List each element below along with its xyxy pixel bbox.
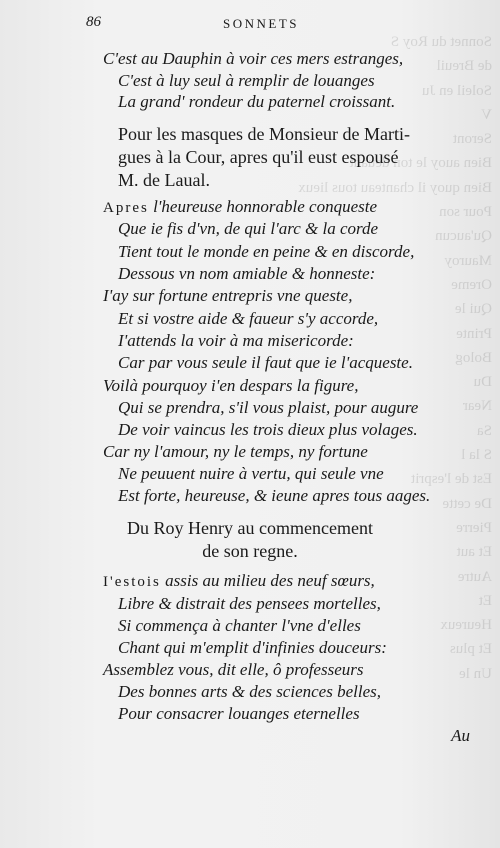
verse-line: Que ie fis d'vn, de qui l'arc & la corde [118,219,379,238]
first-line-rest: assis au milieu des neuf sœurs, [160,571,375,590]
verse-line: C'est au Dauphin à voir ces mers estranges, [103,49,404,68]
verse-line: Car par vous seule il faut que ie l'acqueste. [118,353,413,372]
page-header [86,14,436,34]
verse-line: I'attends la voir à ma misericorde: [118,331,354,350]
verse-line: Car ny l'amour, ny le temps, ny fortune [103,442,368,461]
verse-line: I'ay sur fortune entrepris vne queste, [103,286,353,305]
verse-line: Tient tout le monde en peine & en discorde, [118,242,415,261]
verse-line: Chant qui m'emplit d'infinies douceurs: [118,638,387,657]
page-number: 86 [86,14,101,30]
poem-heading-line: gues à la Cour, apres qu'il eust espousé [118,147,399,167]
verse-line: Qui se prendra, s'il vous plaist, pour augure [118,398,419,417]
lead-word: Apres [103,200,149,216]
verse-line: Et si vostre aide & faueur s'y accorde, [118,309,379,328]
verse-line: Ne peuuent nuire à vertu, qui seule vne [118,464,384,483]
verse-line: Assemblez vous, dit elle, ô professeurs [103,660,364,679]
lead-word: I'estois [103,574,161,590]
verse-line: Voilà pourquoy i'en despars la figure, [103,376,359,395]
poem-heading-line: Du Roy Henry au commencement [127,518,373,538]
verse-line: Pour consacrer louanges eternelles [118,704,360,723]
catchword: Au [451,726,470,745]
verse-line-first [103,197,377,218]
verse-line-first [103,571,375,592]
verse-line: Libre & distrait des pensees mortelles, [118,594,381,613]
verse-line: De voir vaincus les trois dieux plus volages. [118,420,418,439]
verse-line: Est forte, heureuse, & ieune apres tous aages. [118,486,431,505]
first-line-rest: l'heureuse honnorable conqueste [148,197,378,216]
poem-heading-line: de son regne. [202,541,298,561]
verse-line: Des bonnes arts & des sciences belles, [118,682,381,701]
verse-line: Si commença à chanter l'vne d'elles [118,616,361,635]
poem-heading-line: M. de Laual. [118,170,210,190]
verse-line: Dessous vn nom amiable & honneste: [118,264,376,283]
running-title: SONNETS [222,16,299,31]
verse-line: C'est à luy seul à remplir de louanges [118,71,375,90]
show-through-text: Sonnet du Roy S de Breuil Soleil en Ju V Seront Bien auoy le ton deuant Bien quoy il chanteau tous lieux Pour son Qu'aucun Mauroy Oreme Qui le Printe Bolog Du Near Sa S la l Est de l'esprit De cette Pierre Et aut Autre Et Heureux Et plus Un le [298,34,492,682]
poem-heading-line: Pour les masques de Monsieur de Marti- [118,124,410,144]
verse-line: La grand' rondeur du paternel croissant. [118,92,396,111]
